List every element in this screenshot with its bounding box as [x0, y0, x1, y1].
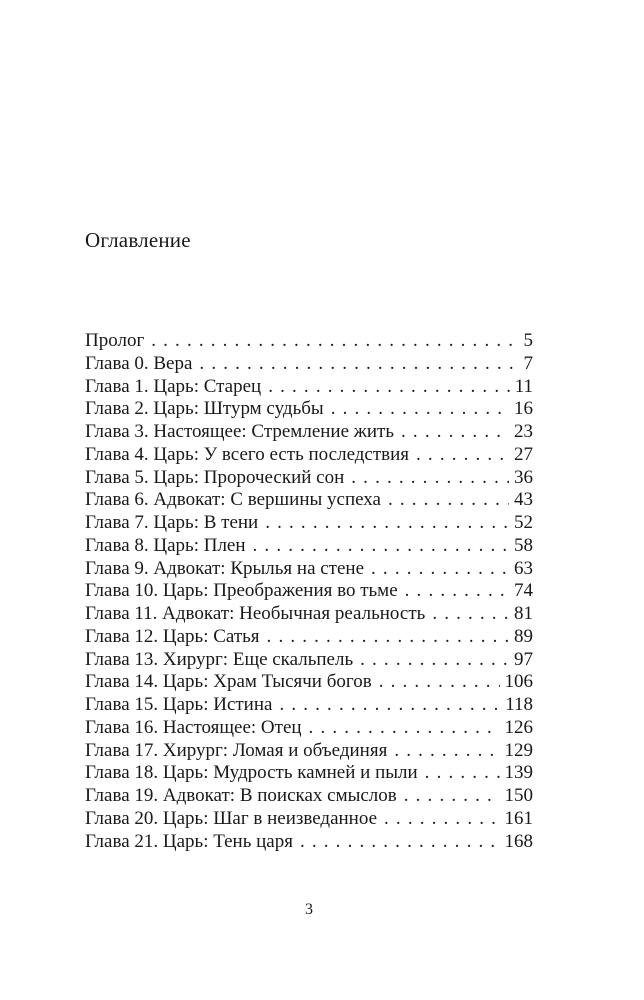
toc-entry [85, 694, 533, 717]
toc-entry-page-number: 81 [514, 603, 533, 624]
toc-entry-page-number: 97 [514, 648, 533, 670]
toc-entry-label: Глава 13. Хирург: Еще скальпель [85, 648, 354, 670]
toc-entry-label: Пролог [85, 330, 145, 351]
dot-leader [384, 808, 499, 831]
dot-leader [331, 398, 509, 421]
toc-entry [85, 421, 533, 444]
dot-leader [309, 717, 500, 740]
toc-entry-page-number: 161 [504, 807, 533, 829]
toc-entry [85, 649, 533, 672]
dot-leader [416, 444, 509, 467]
dot-leader [371, 558, 509, 581]
toc-entry-page-number: 129 [504, 739, 533, 761]
toc-entry-label: Глава 4. Царь: У всего есть последствия [85, 443, 410, 465]
toc-entry [85, 353, 533, 376]
toc-entry-page-number: 139 [504, 762, 533, 784]
toc-entry-label: Глава 14. Царь: Храм Тысячи богов [85, 671, 372, 693]
toc-entry [85, 489, 533, 512]
toc-entry [85, 467, 533, 490]
toc-entry [85, 762, 533, 785]
toc-entry [85, 603, 533, 626]
toc-entry-label: Глава 10. Царь: Преображения во тьме [85, 580, 398, 602]
dot-leader [388, 489, 509, 512]
toc-entry-label: Глава 11. Адвокат: Необычная реальность [85, 603, 426, 624]
toc-entry-page-number: 58 [514, 534, 533, 556]
toc-entry-page-number: 27 [514, 443, 533, 465]
toc-entry [85, 717, 533, 740]
toc-entry-label: Глава 9. Адвокат: Крылья на стене [85, 557, 365, 579]
dot-leader [265, 512, 509, 535]
toc-entry-label: Глава 1. Царь: Старец [85, 375, 262, 397]
dot-leader [351, 467, 509, 490]
toc-list [85, 330, 533, 853]
toc-entry-label: Глава 7. Царь: В тени [85, 512, 259, 533]
toc-entry-page-number: 106 [504, 671, 533, 693]
toc-entry [85, 512, 533, 535]
dot-leader [360, 649, 509, 672]
toc-entry [85, 671, 533, 694]
toc-entry-label: Глава 21. Царь: Тень царя [85, 830, 293, 852]
toc-entry-label: Глава 3. Настоящее: Стремление жить [85, 421, 395, 442]
toc-entry-label: Глава 12. Царь: Сатья [85, 625, 260, 647]
dot-leader [268, 376, 509, 399]
toc-entry-page-number: 74 [514, 580, 533, 602]
toc-entry [85, 558, 533, 581]
toc-entry-page-number: 63 [514, 557, 533, 579]
toc-entry [85, 444, 533, 467]
toc-entry-label: Глава 6. Адвокат: С вершины успеха [85, 489, 381, 511]
toc-entry-label: Глава 16. Настоящее: Отец [85, 716, 302, 738]
toc-entry [85, 376, 533, 399]
toc-entry-page-number: 118 [505, 694, 533, 715]
toc-entry-label: Глава 5. Царь: Пророческий сон [85, 466, 345, 488]
toc-entry-page-number: 5 [523, 330, 533, 351]
toc-entry-page-number: 23 [514, 421, 533, 442]
toc-entry-page-number: 43 [514, 489, 533, 511]
toc-entry [85, 808, 533, 831]
toc-entry-label: Глава 19. Адвокат: В поисках смыслов [85, 785, 397, 806]
toc-entry-label: Глава 15. Царь: Истина [85, 694, 273, 715]
toc-entry-page-number: 7 [523, 352, 533, 374]
dot-leader [432, 603, 509, 626]
dot-leader [151, 330, 518, 353]
folio-page-number: 3 [305, 901, 313, 918]
dot-leader [267, 626, 509, 649]
toc-entry [85, 535, 533, 558]
dot-leader [425, 762, 500, 785]
page-title: Оглавление [85, 228, 191, 252]
dot-leader [394, 740, 499, 763]
toc-entry-page-number: 89 [514, 625, 533, 647]
toc-entry-label: Глава 2. Царь: Штурм судьбы [85, 398, 324, 420]
toc-entry-label: Глава 0. Вера [85, 352, 193, 374]
toc-entry [85, 398, 533, 421]
toc-entry-label: Глава 17. Хирург: Ломая и объединяя [85, 739, 388, 761]
toc-entry-label: Глава 8. Царь: Плен [85, 534, 246, 556]
dot-leader [300, 831, 500, 854]
dot-leader [253, 535, 509, 558]
toc-entry [85, 740, 533, 763]
toc-entry-page-number: 52 [514, 512, 533, 533]
toc-entry-label: Глава 18. Царь: Мудрость камней и пыли [85, 762, 418, 784]
toc-entry [85, 785, 533, 808]
toc-entry-page-number: 36 [514, 466, 533, 488]
dot-leader [405, 580, 509, 603]
dot-leader [199, 353, 518, 376]
dot-leader [279, 694, 500, 717]
toc-entry-page-number: 150 [504, 785, 533, 806]
toc-entry [85, 831, 533, 854]
dot-leader [379, 671, 500, 694]
toc-entry-page-number: 126 [504, 716, 533, 738]
toc-entry [85, 626, 533, 649]
toc-entry [85, 330, 533, 353]
toc-entry-page-number: 16 [514, 398, 533, 420]
dot-leader [401, 421, 509, 444]
dot-leader [404, 785, 500, 808]
toc-entry-label: Глава 20. Царь: Шаг в неизведанное [85, 807, 378, 829]
toc-entry-page-number: 168 [504, 830, 533, 852]
toc-entry [85, 580, 533, 603]
toc-entry-page-number: 11 [514, 375, 533, 397]
